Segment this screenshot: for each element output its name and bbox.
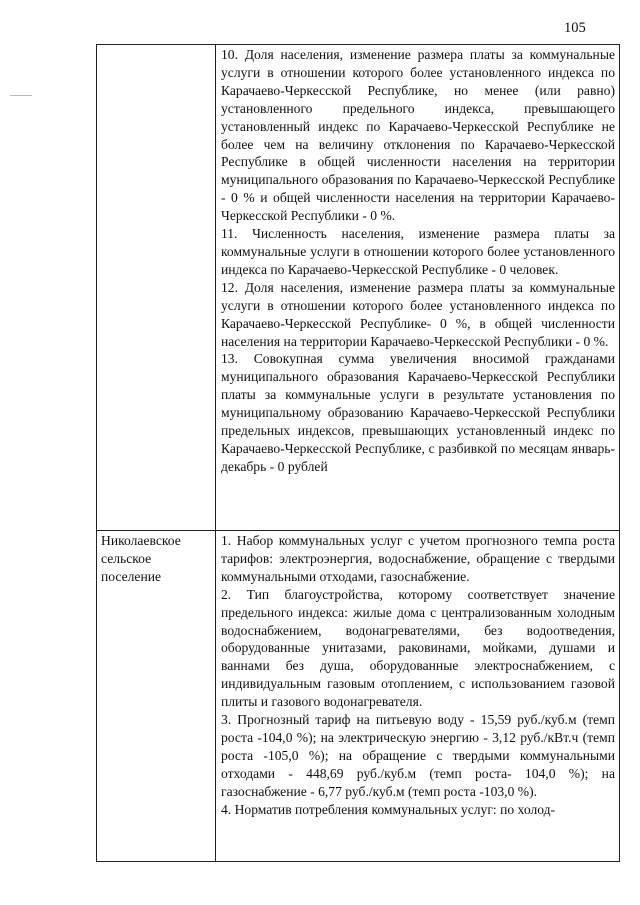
list-item: 10. Доля населения, изменение размера платы за коммунальные услуги в отношении которого более установленного индекса по Карачаево-Черкесской Республике, но менее (или равно) установленного предельного индекса, превышающего установленный индекс по Карачаево-Черкесской Республике не более чем на величину отклонения по Карачаево-Черкесской Республике в общей численности населения на территории муниципального образования по Карачаево-Черкесской Республике - 0 % и общей численности населения на территории Карачаево-Черкесской Республики - 0 %. — [221, 47, 615, 224]
page-number: 105 — [564, 20, 586, 36]
table-row — [96, 44, 620, 530]
settlement-label-line: сельское — [101, 550, 152, 566]
document-table — [96, 44, 620, 862]
row-label-cell — [97, 45, 216, 530]
list-item: 4. Норматив потребления коммунальных услуг: по холод- — [221, 801, 556, 817]
margin-mark — [10, 95, 32, 96]
list-item: 12. Доля населения, изменение размера платы за коммунальные услуги в отношении которого более установленного индекса по Карачаево-Черкесской Республике- 0 %, в общей численности населения на территории Карачаево-Черкесской Республики - 0 %. — [221, 279, 615, 349]
list-item: 1. Набор коммунальных услуг с учетом прогнозного темпа роста тарифов: электроэнергия, водоснабжение, обращение с твердыми коммунальными отходами, газоснабжение. — [221, 533, 615, 584]
row-content-cell — [216, 45, 620, 530]
table-row — [96, 530, 620, 862]
settlement-label-line: поселение — [101, 568, 162, 584]
list-item: 2. Тип благоустройства, которому соответствует значение предельного индекса: жилые дома с централизованным холодным водоснабжением, водонагревателями, без водоотведения, оборудованные унитазами, раковинами, мойками, душами и ваннами без душа, оборудованные электроснабжением, с индивидуальным газовым отоплением, с использованием газовой плиты и газового водонагревателя. — [221, 586, 615, 710]
list-item: 13. Совокупная сумма увеличения вносимой гражданами муниципального образования Карачаево-Черкесской Республики платы за коммунальные услуги в результате установления по муниципальному образованию Карачаево-Черкесской Республики предельных индексов, превышающих установленный индекс по Карачаево-Черкесской Республике, с разбивкой по месяцам январь-декабрь - 0 рублей — [221, 351, 615, 474]
list-item: 11. Численность населения, изменение размера платы за коммунальные услуги в отношении которого более установленного индекса по Карачаево-Черкесской Республике - 0 человек. — [221, 226, 615, 277]
list-item: 3. Прогнозный тариф на питьевую воду - 15,59 руб./куб.м (темп роста -104,0 %); на электрическую энергию - 3,12 руб./кВт.ч (темп роста -105,0 %); на обращение с твердыми коммунальными отходами - 448,69 руб./куб.м (темп роста- 104,0 %); на газоснабжение - 6,77 руб./куб.м (темп роста -103,0 %). — [221, 712, 615, 799]
row-content-cell — [216, 531, 620, 861]
settlement-label-line: Николаевское — [101, 533, 181, 548]
row-label-cell — [97, 531, 216, 861]
